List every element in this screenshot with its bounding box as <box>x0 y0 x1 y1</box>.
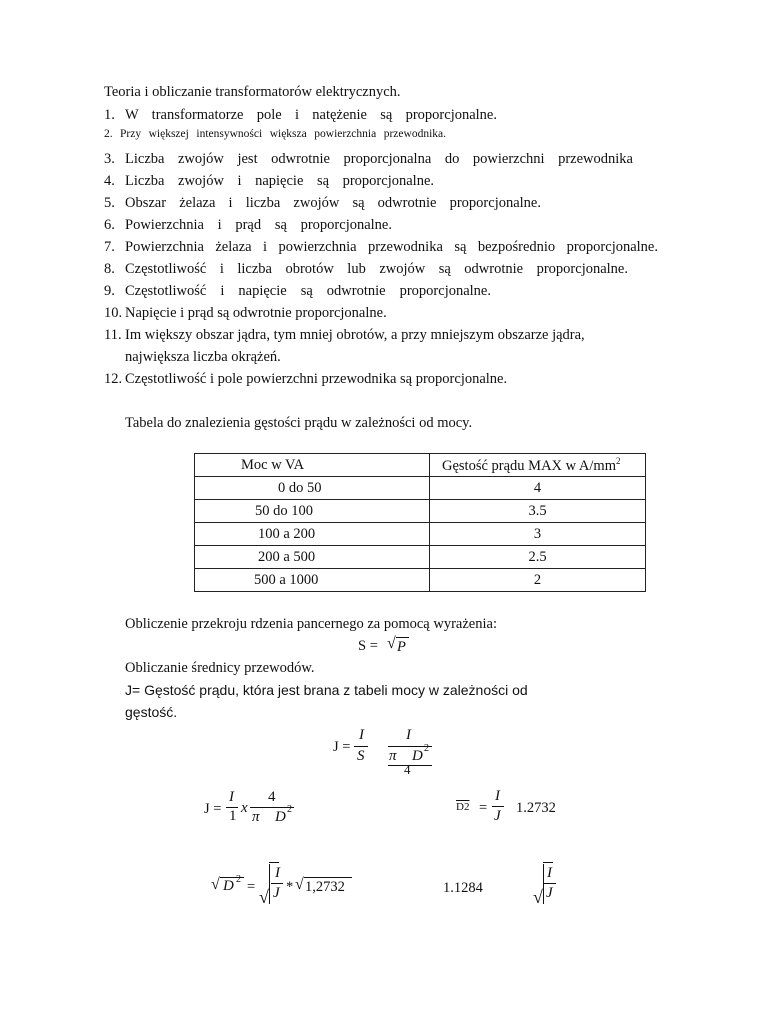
fraction-bar <box>271 883 283 884</box>
eq2-times: x <box>241 800 248 816</box>
cell-density: 2.5 <box>430 546 646 569</box>
table-row <box>195 569 646 592</box>
eq2-lhs: J = <box>204 801 222 817</box>
list-item-text-continued: największa liczba okrążeń. <box>125 349 281 365</box>
eq2-exp: 2 <box>287 804 292 815</box>
list-item-number: 10. <box>104 305 123 321</box>
radical-stem <box>543 864 544 904</box>
table-intro: Tabela do znalezienia gęstości prądu w zależności od mocy. <box>125 415 473 431</box>
eq1-pi: π <box>389 748 397 764</box>
cell-power: 50 do 100 <box>195 500 430 523</box>
eq2-pi: π <box>252 809 260 825</box>
eq2-denominator: 1 <box>229 808 237 824</box>
density-text-2: gęstość. <box>125 704 178 720</box>
document-title: Teoria i obliczanie transformatorów elektrycznych. <box>104 84 401 100</box>
list-item-text: Częstotliwość i napięcie są odwrotnie proporcjonalne. <box>125 283 491 299</box>
list-item-number: 6. <box>104 217 115 233</box>
eq3-denominator: J <box>494 808 501 824</box>
eq2-numerator: I <box>229 789 234 805</box>
eq3-numerator: I <box>495 788 500 804</box>
list-item-number: 2. <box>104 128 113 140</box>
eq3-lhs: D2 <box>456 801 470 813</box>
cell-power: 100 a 200 <box>195 523 430 546</box>
list-item-text: Powierzchnia żelaza i powierzchnia przewodnika są bezpośrednio proporcjonalne. <box>125 239 658 255</box>
cell-power: 200 a 500 <box>195 546 430 569</box>
list-item-number: 11. <box>104 327 122 343</box>
header-power: Moc w VA <box>195 454 430 477</box>
fraction-bar <box>492 806 504 807</box>
eq4-d: D <box>223 878 234 894</box>
eq1-denominator: S <box>357 748 365 764</box>
eq1-exp: 2 <box>424 743 429 754</box>
sqrt-symbol: √ <box>533 887 543 907</box>
eq2-numerator-2: 4 <box>268 789 276 805</box>
eq4-denominator: J <box>273 885 280 901</box>
density-text-1: J= Gęstość prądu, która jest brana z tabeli mocy w zależności od <box>125 682 528 698</box>
list-item-number: 8. <box>104 261 115 277</box>
list-item-number: 9. <box>104 283 115 299</box>
sqrt-symbol: √ <box>387 635 396 652</box>
eq4-star: * <box>286 879 294 895</box>
table-row <box>195 477 646 500</box>
fraction-bar <box>354 746 368 747</box>
fraction-bar <box>544 883 556 884</box>
current-density-table <box>194 453 646 592</box>
list-item-number: 12. <box>104 371 123 387</box>
core-formula-lhs: S = <box>358 638 378 654</box>
list-item-number: 4. <box>104 173 115 189</box>
table-row <box>195 523 646 546</box>
core-text: Obliczenie przekroju rdzenia pancernego za pomocą wyrażenia: <box>125 616 497 632</box>
eq4-value: 1.1284 <box>443 880 483 896</box>
eq1-numerator: I <box>359 727 364 743</box>
radical-stem <box>269 864 270 904</box>
eq4-numerator-2: I <box>547 865 552 881</box>
list-item-number: 3. <box>104 151 115 167</box>
radical-bar <box>269 862 279 863</box>
list-item-text: Częstotliwość i pole powierzchni przewodnika są proporcjonalne. <box>125 371 508 387</box>
eq1-under: 4 <box>404 762 411 777</box>
table-row <box>195 546 646 569</box>
core-formula-radicand: P <box>397 639 406 655</box>
eq4-radicand: 1,2732 <box>305 879 345 895</box>
radical-bar <box>543 862 553 863</box>
diameter-title: Obliczanie średnicy przewodów. <box>125 660 315 676</box>
cell-density: 3.5 <box>430 500 646 523</box>
sqrt-symbol: √ <box>295 876 304 893</box>
cell-density: 3 <box>430 523 646 546</box>
list-item-text: Powierzchnia i prąd są proporcjonalne. <box>125 217 392 233</box>
cell-density: 4 <box>430 477 646 500</box>
list-item-text: W transformatorze pole i natężenie są proporcjonalne. <box>125 107 497 123</box>
eq4-exp: 2 <box>236 874 241 885</box>
sqrt-symbol: √ <box>211 876 220 893</box>
eq1-lhs: J = <box>333 739 351 755</box>
list-item-text: Napięcie i prąd są odwrotnie proporcjonalne. <box>125 305 387 321</box>
list-item-number: 1. <box>104 107 115 123</box>
eq4-denominator-2: J <box>546 885 553 901</box>
list-item-number: 7. <box>104 239 115 255</box>
sqrt-symbol: √ <box>259 887 269 907</box>
eq3-equals: = <box>479 800 488 816</box>
list-item-text: Obszar żelaza i liczba zwojów są odwrotnie proporcjonalne. <box>125 195 541 211</box>
list-item-text: Im większy obszar jądra, tym mniej obrotów, a przy mniejszym obszarze jądra, <box>125 327 585 343</box>
list-item-number: 5. <box>104 195 115 211</box>
eq1-d: D <box>412 748 423 764</box>
cell-density: 2 <box>430 569 646 592</box>
list-item-text: Liczba zwojów jest odwrotnie proporcjonalna do powierzchni przewodnika <box>125 151 633 167</box>
eq2-d: D <box>275 809 286 825</box>
cell-power: 500 a 1000 <box>195 569 430 592</box>
eq4-equals: = <box>247 879 256 895</box>
eq1-numerator-2: I <box>406 727 411 743</box>
header-density: Gęstość prądu MAX w $A/mm^2$ <box>430 454 646 477</box>
list-item-text: Liczba zwojów i napięcie są proporcjonalne. <box>125 173 434 189</box>
table-row <box>195 500 646 523</box>
eq4-numerator: I <box>275 865 280 881</box>
list-item-text: Częstotliwość i liczba obrotów lub zwojów są odwrotnie proporcjonalne. <box>125 261 628 277</box>
table-header-row <box>195 454 646 477</box>
list-item-text: Przy większej intensywności większa powierzchnia przewodnika. <box>120 128 446 140</box>
cell-power: 0 do 50 <box>195 477 430 500</box>
eq3-value: 1.2732 <box>516 800 556 816</box>
